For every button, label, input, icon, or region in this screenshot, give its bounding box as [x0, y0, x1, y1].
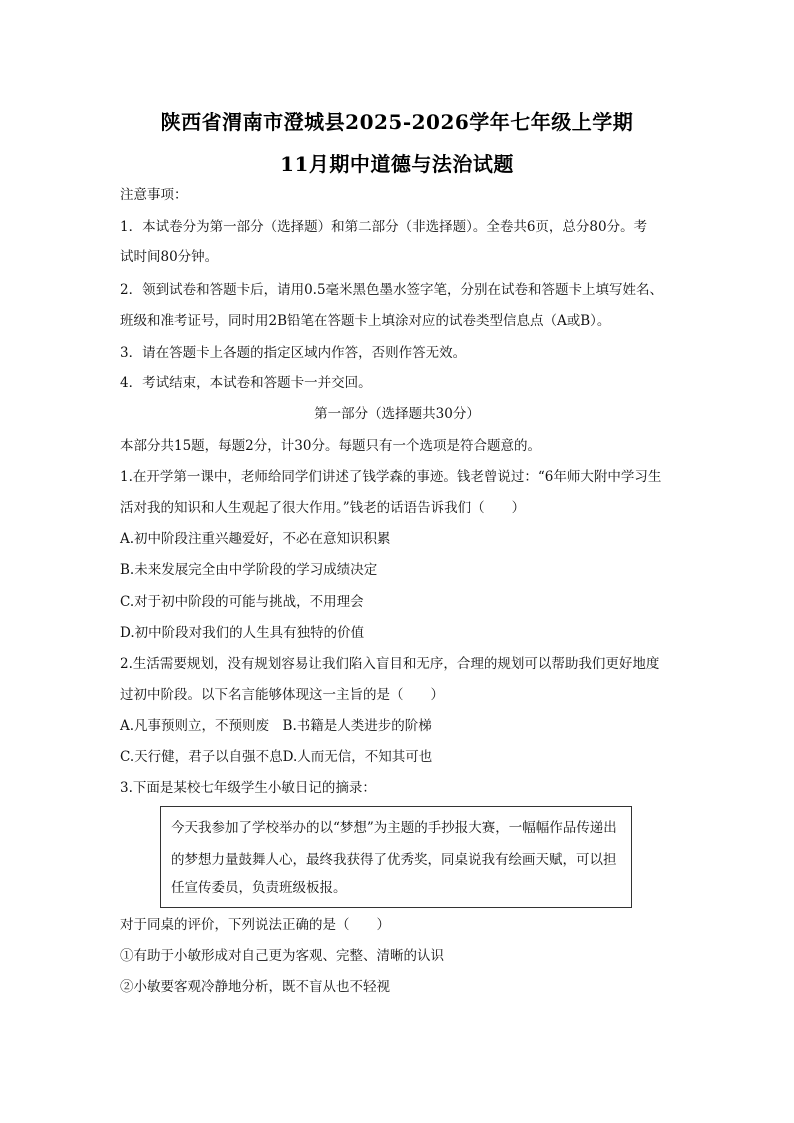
- q3-quote-line3: 任宣传委员，负责班级板报。: [171, 880, 347, 896]
- section1-heading: 第一部分（选择题共30分）: [314, 406, 480, 422]
- q3-statement-1: ①有助于小敏形成对自己更为客观、完整、清晰的认识: [120, 948, 444, 964]
- q1-option-d: D.初中阶段对我们的人生具有独特的价值: [120, 625, 365, 641]
- q1-stem-line2: 活对我的知识和人生观起了很大作用。”钱老的话语告诉我们（ ）: [120, 500, 526, 516]
- q3-quote-line1: 今天我参加了学校举办的以“梦想”为主题的手抄报大赛，一幅幅作品传递出: [171, 820, 617, 836]
- q2-options-ab: A.凡事预则立，不预则废 B.书籍是人类进步的阶梯: [120, 718, 432, 734]
- q3-statement-2: ②小敏要客观冷静地分析，既不盲从也不轻视: [120, 979, 390, 995]
- notice-item1-line2: 试时间80分钟。: [120, 249, 219, 265]
- q1-option-b: B.未来发展完全由中学阶段的学习成绩决定: [120, 562, 378, 578]
- page-title-line1: 陕西省渭南市澄城县2025-2026学年七年级上学期: [160, 110, 634, 134]
- notice-item1-line1: 1．本试卷分为第一部分（选择题）和第二部分（非选择题）。全卷共6页，总分80分。考: [120, 219, 648, 235]
- q2-stem-line1: 2.生活需要规划，没有规划容易让我们陷入盲目和无序，合理的规划可以帮助我们更好地度: [120, 656, 660, 672]
- q2-options-cd: C.天行健，君子以自强不息D.人而无信，不知其可也: [120, 749, 433, 765]
- q1-option-a: A.初中阶段注重兴趣爱好，不必在意知识积累: [120, 531, 391, 547]
- q3-question: 对于同桌的评价，下列说法正确的是（ ）: [120, 917, 390, 933]
- notice-item4: 4．考试结束，本试卷和答题卡一并交回。: [120, 375, 372, 391]
- section1-intro: 本部分共15题，每题2分，计30分。每题只有一个选项是符合题意的。: [120, 438, 541, 454]
- q2-stem-line2: 过初中阶段。以下名言能够体现这一主旨的是（ ）: [120, 687, 444, 703]
- notice-item2-line1: 2．领到试卷和答题卡后，请用0.5毫米黑色墨水签字笔，分别在试卷和答题卡上填写姓名、: [120, 282, 664, 298]
- page-title-line2: 11月期中道德与法治试题: [280, 152, 514, 176]
- q3-quote-line2: 的梦想力量鼓舞人心，最终我获得了优秀奖，同桌说我有绘画天赋，可以担: [171, 852, 617, 868]
- q1-option-c: C.对于初中阶段的可能与挑战，不用理会: [120, 594, 364, 610]
- notice-heading: 注意事项：: [120, 187, 188, 203]
- q3-intro: 3.下面是某校七年级学生小敏日记的摘录：: [120, 780, 376, 796]
- q3-diary-excerpt-box: [160, 806, 632, 908]
- notice-item3: 3．请在答题卡上各题的指定区域内作答，否则作答无效。: [120, 345, 467, 361]
- notice-item2-line2: 班级和准考证号，同时用2B铅笔在答题卡上填涂对应的试卷类型信息点（A或B）。: [120, 313, 611, 329]
- q1-stem-line1: 1.在开学第一课中，老师给同学们讲述了钱学森的事迹。钱老曾说过：“6年师大附中学习生: [120, 469, 662, 485]
